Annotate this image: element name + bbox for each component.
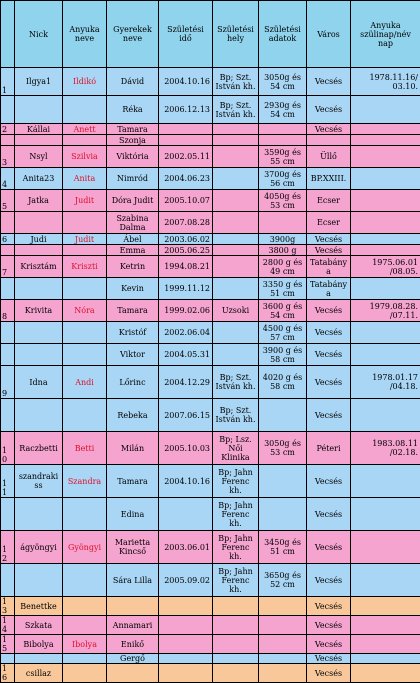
mother-birthday-cell xyxy=(351,616,420,635)
birth-place-cell xyxy=(213,168,259,190)
city-cell: Vecsés xyxy=(307,124,351,135)
birth-data-cell xyxy=(259,498,307,531)
table-row xyxy=(1,344,420,366)
birth-place-cell xyxy=(213,664,259,683)
row-index: 5 xyxy=(1,190,15,212)
city-cell: Vecsés xyxy=(307,597,351,616)
mother-birthday-cell xyxy=(351,190,420,212)
mother-name-cell xyxy=(63,564,107,597)
mother-birthday-cell xyxy=(351,531,420,564)
row-index: 8 xyxy=(1,300,15,322)
child-name-cell: Kristóf xyxy=(107,322,159,344)
birth-place-cell xyxy=(213,635,259,654)
nick-cell: Benettke xyxy=(15,597,63,616)
nick-cell: Idna xyxy=(15,366,63,399)
mother-birthday-cell xyxy=(351,146,420,168)
birth-date-cell: 2005.09.02 xyxy=(159,564,213,597)
birth-place-cell xyxy=(213,146,259,168)
birth-data-cell: 3600 g és 54 cm xyxy=(259,300,307,322)
child-name-cell: Gergő xyxy=(107,654,159,664)
city-cell: Vecsés xyxy=(307,322,351,344)
birth-date-cell xyxy=(159,498,213,531)
child-name-cell: Emma xyxy=(107,245,159,256)
birth-date-cell: 2002.06.04 xyxy=(159,322,213,344)
birth-date-cell xyxy=(159,597,213,616)
header-city: Város xyxy=(307,1,351,68)
table-row xyxy=(1,498,420,531)
birth-place-cell xyxy=(213,135,259,146)
table-row xyxy=(1,146,420,168)
mother-birthday-cell xyxy=(351,654,420,664)
mother-name-cell xyxy=(63,344,107,366)
city-cell: Vecsés xyxy=(307,465,351,498)
table-row xyxy=(1,256,420,278)
nick-cell xyxy=(15,135,63,146)
mother-birthday-cell xyxy=(351,322,420,344)
child-name-cell: Dávid xyxy=(107,68,159,96)
mother-name-cell xyxy=(63,212,107,234)
mother-name-cell: Anett xyxy=(63,124,107,135)
mother-name-cell xyxy=(63,664,107,683)
row-index xyxy=(1,654,15,664)
mother-name-cell: Judit xyxy=(63,234,107,245)
birth-data-cell xyxy=(259,465,307,498)
city-cell: Vecsés xyxy=(307,564,351,597)
child-name-cell: Kevin xyxy=(107,278,159,300)
mother-birthday-cell: 1979.08.28. /07.11. xyxy=(351,300,420,322)
city-cell: Vecsés xyxy=(307,366,351,399)
child-name-cell: Annamari xyxy=(107,616,159,635)
nick-cell xyxy=(15,322,63,344)
birth-data-cell: 3900g xyxy=(259,234,307,245)
birth-date-cell: 2005.06.25 xyxy=(159,245,213,256)
city-cell: Vecsés xyxy=(307,234,351,245)
child-name-cell: Viktória xyxy=(107,146,159,168)
birth-data-cell: 3050g és 54 cm xyxy=(259,68,307,96)
birth-date-cell: 2004.06.23 xyxy=(159,168,213,190)
mother-birthday-cell: 1978.11.16/ 03.10. xyxy=(351,68,420,96)
nick-cell: csillaz xyxy=(15,664,63,683)
mother-birthday-cell: 1983.08.11 /02.18. xyxy=(351,432,420,465)
birth-data-cell: 2930g és 54 cm xyxy=(259,96,307,124)
birth-data-cell: 3050g és 53 cm xyxy=(259,432,307,465)
city-cell: Ecser xyxy=(307,212,351,234)
nick-cell xyxy=(15,344,63,366)
city-cell: Vecsés xyxy=(307,664,351,683)
birth-data-cell xyxy=(259,597,307,616)
birth-data-cell: 2800 g és 49 cm xyxy=(259,256,307,278)
table-row xyxy=(1,124,420,135)
child-name-cell: Dóra Judit xyxy=(107,190,159,212)
table-row xyxy=(1,635,420,654)
table-row xyxy=(1,68,420,96)
birth-place-cell: Bp; Jahn Ferenc kh. xyxy=(213,465,259,498)
birth-date-cell: 2006.12.13 xyxy=(159,96,213,124)
birth-data-cell xyxy=(259,664,307,683)
birth-place-cell: Bp; Szt. István kh. xyxy=(213,366,259,399)
table-row xyxy=(1,564,420,597)
row-index: 4 xyxy=(1,168,15,190)
mother-name-cell: Judit xyxy=(63,190,107,212)
mother-name-cell xyxy=(63,278,107,300)
birth-data-cell xyxy=(259,654,307,664)
row-index: 3 xyxy=(1,146,15,168)
nick-cell xyxy=(15,96,63,124)
mother-name-cell: Kriszti xyxy=(63,256,107,278)
mother-birthday-cell xyxy=(351,498,420,531)
birth-date-cell: 2004.12.29 xyxy=(159,366,213,399)
mother-birthday-cell xyxy=(351,465,420,498)
mother-birthday-cell xyxy=(351,664,420,683)
city-cell: Vecsés xyxy=(307,300,351,322)
table-row xyxy=(1,278,420,300)
city-cell: Üllő xyxy=(307,146,351,168)
table-row xyxy=(1,168,420,190)
table-row xyxy=(1,465,420,498)
mother-name-cell: Gyöngyi xyxy=(63,531,107,564)
mother-name-cell xyxy=(63,498,107,531)
child-name-cell: Milán xyxy=(107,432,159,465)
birth-data-cell: 3650g és 52 cm xyxy=(259,564,307,597)
birth-data-cell: 3800 g xyxy=(259,245,307,256)
birth-data-cell xyxy=(259,124,307,135)
mother-birthday-cell xyxy=(351,212,420,234)
birth-data-cell xyxy=(259,212,307,234)
child-name-cell xyxy=(107,664,159,683)
child-name-cell: Nimród xyxy=(107,168,159,190)
nick-cell: Krisztám xyxy=(15,256,63,278)
nick-cell xyxy=(15,564,63,597)
row-index xyxy=(1,399,15,432)
mother-name-cell: Betti xyxy=(63,432,107,465)
mother-birthday-cell xyxy=(351,399,420,432)
row-index: 16 xyxy=(1,664,15,683)
row-index xyxy=(1,245,15,256)
city-cell: Vecsés xyxy=(307,245,351,256)
header-mother-birthday: Anyuka szülinap/név nap xyxy=(351,1,420,68)
mother-birthday-cell xyxy=(351,278,420,300)
nick-cell: szandrakiss xyxy=(15,465,63,498)
birth-date-cell: 2004.10.16 xyxy=(159,465,213,498)
table-row xyxy=(1,135,420,146)
birth-date-cell: 2003.06.02 xyxy=(159,234,213,245)
city-cell: Vecsés xyxy=(307,96,351,124)
mother-name-cell xyxy=(63,597,107,616)
birth-place-cell xyxy=(213,256,259,278)
city-cell: Vecsés xyxy=(307,344,351,366)
mother-name-cell: Szandra xyxy=(63,465,107,498)
city-cell: Vecsés xyxy=(307,616,351,635)
nick-cell: Krivita xyxy=(15,300,63,322)
header-row xyxy=(1,1,420,68)
mother-birthday-cell xyxy=(351,597,420,616)
mother-birthday-cell xyxy=(351,245,420,256)
child-name-cell: Edina xyxy=(107,498,159,531)
birth-data-cell: 4050g és 53 cm xyxy=(259,190,307,212)
birth-place-cell xyxy=(213,616,259,635)
row-index xyxy=(1,498,15,531)
mother-birthday-cell xyxy=(351,96,420,124)
table-row xyxy=(1,399,420,432)
birth-data-cell: 3900 g és 58 cm xyxy=(259,344,307,366)
mother-name-cell: Nóra xyxy=(63,300,107,322)
table-row xyxy=(1,366,420,399)
row-index: 12 xyxy=(1,531,15,564)
table-row xyxy=(1,300,420,322)
birth-place-cell xyxy=(213,322,259,344)
table-row xyxy=(1,322,420,344)
header-children-name: Gyerekek neve xyxy=(107,1,159,68)
birth-place-cell: Bp; Lsz. Női Klinika xyxy=(213,432,259,465)
birth-place-cell: Uzsoki xyxy=(213,300,259,322)
row-index: 6 xyxy=(1,234,15,245)
birth-data-cell xyxy=(259,616,307,635)
child-name-cell: Tamara xyxy=(107,124,159,135)
birth-date-cell xyxy=(159,616,213,635)
city-cell: Ecser xyxy=(307,190,351,212)
birth-data-cell: 4500 g és 57 cm xyxy=(259,322,307,344)
row-index: 2 xyxy=(1,124,15,135)
mother-name-cell: Anita xyxy=(63,168,107,190)
city-cell: Vecsés xyxy=(307,399,351,432)
row-index: 10 xyxy=(1,432,15,465)
birth-date-cell: 2007.06.15 xyxy=(159,399,213,432)
table-row xyxy=(1,212,420,234)
row-index xyxy=(1,96,15,124)
nick-cell: Szkata xyxy=(15,616,63,635)
table-body xyxy=(1,68,420,683)
table-row xyxy=(1,597,420,616)
birth-date-cell xyxy=(159,654,213,664)
birth-date-cell xyxy=(159,124,213,135)
table-row xyxy=(1,245,420,256)
city-cell: Vecsés xyxy=(307,531,351,564)
birth-place-cell: Bp; Jahn Ferenc kh. xyxy=(213,531,259,564)
mother-birthday-cell: 1975.06.01 /08.05. xyxy=(351,256,420,278)
mother-name-cell xyxy=(63,654,107,664)
child-name-cell: Szabina Dalma xyxy=(107,212,159,234)
header-birth-place: Születési hely xyxy=(213,1,259,68)
birth-date-cell: 2005.10.07 xyxy=(159,190,213,212)
mother-name-cell: Ibolya xyxy=(63,635,107,654)
birth-date-cell: 2003.06.01 xyxy=(159,531,213,564)
row-index: 13 xyxy=(1,597,15,616)
row-index: 14 xyxy=(1,616,15,635)
birth-data-cell: 3450g és 51 cm xyxy=(259,531,307,564)
mother-birthday-cell xyxy=(351,135,420,146)
birth-date-cell: 1994.08.21 xyxy=(159,256,213,278)
row-index xyxy=(1,135,15,146)
birth-data-cell: 3590g és 55 cm xyxy=(259,146,307,168)
mother-name-cell xyxy=(63,135,107,146)
nick-cell: Jatka xyxy=(15,190,63,212)
mother-birthday-cell xyxy=(351,124,420,135)
birth-place-cell xyxy=(213,124,259,135)
mother-name-cell xyxy=(63,96,107,124)
row-index: 15 xyxy=(1,635,15,654)
table-row xyxy=(1,616,420,635)
birth-place-cell xyxy=(213,245,259,256)
mother-birthday-cell xyxy=(351,168,420,190)
table-row xyxy=(1,190,420,212)
row-index xyxy=(1,278,15,300)
nick-cell: ágyöngyi xyxy=(15,531,63,564)
child-name-cell: Szonja xyxy=(107,135,159,146)
birth-place-cell xyxy=(213,278,259,300)
birth-date-cell xyxy=(159,135,213,146)
nick-cell xyxy=(15,399,63,432)
nick-cell: Raczbetti xyxy=(15,432,63,465)
birth-date-cell: 1999.02.06 xyxy=(159,300,213,322)
mother-birthday-cell xyxy=(351,234,420,245)
city-cell: Vecsés xyxy=(307,68,351,96)
mother-birthday-cell xyxy=(351,344,420,366)
child-name-cell: Ketrin xyxy=(107,256,159,278)
birth-date-cell: 2002.05.11 xyxy=(159,146,213,168)
birth-place-cell xyxy=(213,190,259,212)
child-name-cell: Marietta Kincső xyxy=(107,531,159,564)
child-name-cell: Viktor xyxy=(107,344,159,366)
birth-place-cell: Bp; Szt. István kh. xyxy=(213,68,259,96)
city-cell: Vecsés xyxy=(307,635,351,654)
nick-cell: Ilgya1 xyxy=(15,68,63,96)
row-index xyxy=(1,212,15,234)
nick-cell: Anita23 xyxy=(15,168,63,190)
child-name-cell: Rebeka xyxy=(107,399,159,432)
birth-date-cell xyxy=(159,635,213,654)
row-index xyxy=(1,322,15,344)
birth-place-cell: Bp; Jahn Ferenc kh. xyxy=(213,564,259,597)
mother-name-cell: Ildikó xyxy=(63,68,107,96)
header-nick: Nick xyxy=(15,1,63,68)
city-cell: Péteri xyxy=(307,432,351,465)
birth-date-cell xyxy=(159,664,213,683)
child-name-cell xyxy=(107,597,159,616)
mother-birthday-cell xyxy=(351,635,420,654)
city-cell: Vecsés xyxy=(307,654,351,664)
city-cell: BP.XXIII. xyxy=(307,168,351,190)
mother-name-cell xyxy=(63,245,107,256)
child-name-cell: Réka xyxy=(107,96,159,124)
row-index xyxy=(1,344,15,366)
birth-date-cell: 2004.10.16 xyxy=(159,68,213,96)
child-name-cell: Enikő xyxy=(107,635,159,654)
birth-place-cell: Bp; Jahn Ferenc kh. xyxy=(213,498,259,531)
table-row xyxy=(1,654,420,664)
nick-cell: Nsyl xyxy=(15,146,63,168)
header-index xyxy=(1,1,15,68)
birth-date-cell: 2007.08.28 xyxy=(159,212,213,234)
child-name-cell: Lőrinc xyxy=(107,366,159,399)
birth-place-cell xyxy=(213,344,259,366)
birth-data-cell xyxy=(259,399,307,432)
child-name-cell: Tamara xyxy=(107,300,159,322)
nick-cell: Kállai xyxy=(15,124,63,135)
nick-cell: Judi xyxy=(15,234,63,245)
birth-data-cell xyxy=(259,635,307,654)
birth-place-cell xyxy=(213,597,259,616)
mother-birthday-cell xyxy=(351,564,420,597)
nick-cell xyxy=(15,498,63,531)
birth-place-cell xyxy=(213,234,259,245)
row-index: 11 xyxy=(1,465,15,498)
child-name-cell: Tamara xyxy=(107,465,159,498)
header-birth-data: Születési adatok xyxy=(259,1,307,68)
birth-place-cell xyxy=(213,654,259,664)
header-birth-date: Születési idő xyxy=(159,1,213,68)
row-index: 9 xyxy=(1,366,15,399)
table-row xyxy=(1,531,420,564)
mother-name-cell: Andi xyxy=(63,366,107,399)
row-index: 1 xyxy=(1,68,15,96)
birth-place-cell: Bp; Szt. István kh. xyxy=(213,399,259,432)
birth-place-cell: Bp; Szt. István kh. xyxy=(213,96,259,124)
nick-cell xyxy=(15,212,63,234)
city-cell xyxy=(307,135,351,146)
birth-data-cell: 3700g és 56 cm xyxy=(259,168,307,190)
city-cell: Vecsés xyxy=(307,498,351,531)
table-row xyxy=(1,664,420,683)
nick-cell: Bibolya xyxy=(15,635,63,654)
nick-cell xyxy=(15,245,63,256)
mother-name-cell xyxy=(63,616,107,635)
mother-birthday-cell: 1978.01.17 /04.18. xyxy=(351,366,420,399)
child-name-cell: Sára Lilla xyxy=(107,564,159,597)
city-cell: Tatabánya xyxy=(307,256,351,278)
mother-name-cell xyxy=(63,322,107,344)
city-cell: Tatabánya xyxy=(307,278,351,300)
table-row xyxy=(1,432,420,465)
table-row xyxy=(1,234,420,245)
nick-cell xyxy=(15,654,63,664)
birth-date-cell: 2004.05.31 xyxy=(159,344,213,366)
nick-cell xyxy=(15,278,63,300)
row-index: 7 xyxy=(1,256,15,278)
mother-name-cell: Szilvia xyxy=(63,146,107,168)
birth-place-cell xyxy=(213,212,259,234)
row-index xyxy=(1,564,15,597)
header-mother-name: Anyuka neve xyxy=(63,1,107,68)
birth-data-cell: 4020 g és 58 cm xyxy=(259,366,307,399)
table-row xyxy=(1,96,420,124)
mother-name-cell xyxy=(63,399,107,432)
birth-data-cell: 3350 g és 51 cm xyxy=(259,278,307,300)
birth-data-cell xyxy=(259,135,307,146)
birth-date-cell: 2005.10.03 xyxy=(159,432,213,465)
child-name-cell: Ábel xyxy=(107,234,159,245)
birth-date-cell: 1999.11.12 xyxy=(159,278,213,300)
